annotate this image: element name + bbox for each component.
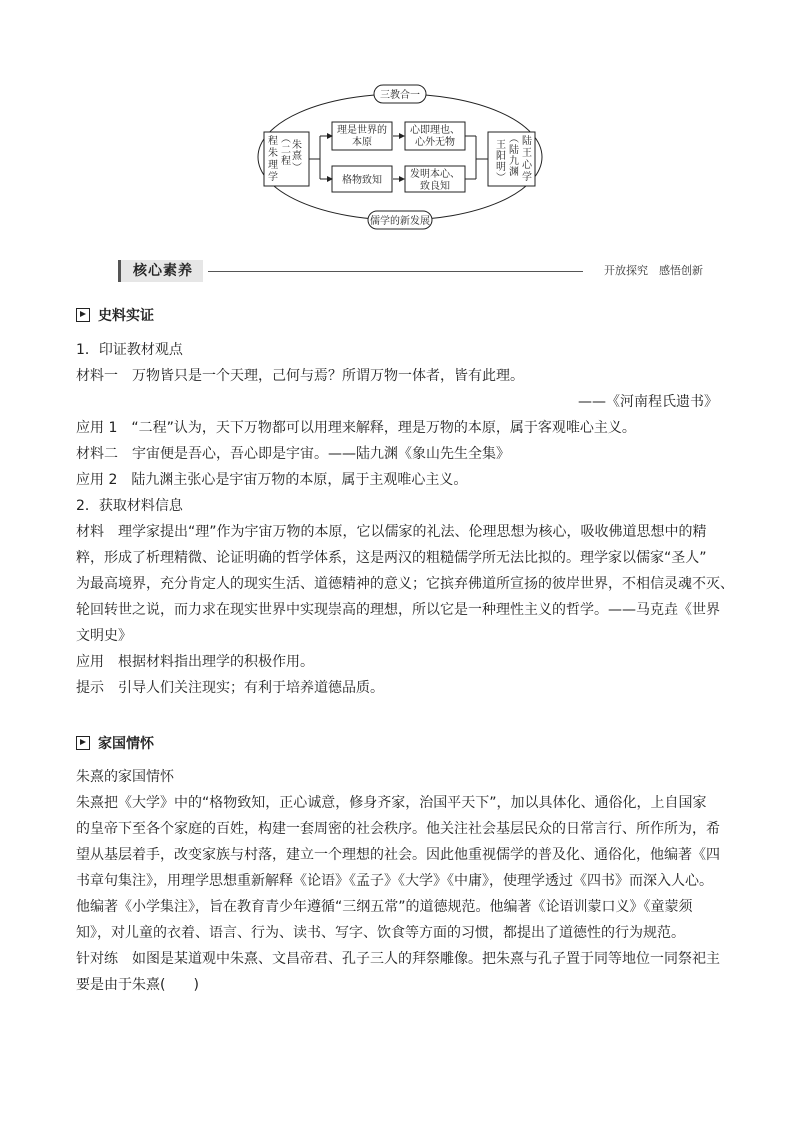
material-2: 材料二 宇宙便是吾心，吾心即是宇宙。——陆九渊《象山先生全集》 xyxy=(76,446,510,462)
right-main-1: 王 xyxy=(522,148,532,159)
material-1: 材料一 万物皆只是一个天理，己何与焉？所谓万物一体者，皆有此理。 xyxy=(76,368,524,384)
left-sub-4: 熹 xyxy=(292,151,302,162)
paragraph-line: 他编著《小学集注》，旨在教育青少年遵循“三纲五常”的道德规范。他编著《论语训蒙口义》《童蒙须 xyxy=(76,899,693,915)
box-li-origin-line2: 本原 xyxy=(352,137,372,148)
application-1: 应用 1 “二程”认为，天下万物都可以用理来解释，理是万物的本原，属于客观唯心主义。 xyxy=(76,420,636,436)
left-sub-5: ︶ xyxy=(292,163,302,174)
left-sub-1: 二 xyxy=(281,145,291,156)
material-3-line: 材料 理学家提出“理”作为宇宙万物的本原，它以儒家的礼法、伦理思想为核心，吸收佛道思想中的精 xyxy=(76,524,707,540)
paragraph-line: 知》，对儿童的衣着、语言、行为、读书、写字、饮食等方面的习惯，都提出了道德性的行为规范。 xyxy=(76,925,685,941)
right-main-3: 学 xyxy=(522,172,532,183)
bottom-label: 儒学的新发展 xyxy=(370,216,430,227)
top-label: 三教合一 xyxy=(380,90,420,101)
exercise-line: 要是由于朱熹( ) xyxy=(76,977,199,993)
play-box-icon xyxy=(76,308,90,322)
box-xin-li-line2: 心外无物 xyxy=(415,137,455,148)
box-li-origin-line1: 理是世界的 xyxy=(337,125,387,136)
subheading: 1．印证教材观点 xyxy=(76,342,183,358)
right-sub-6: 明 xyxy=(496,162,506,173)
section-title: 家国情怀 xyxy=(98,736,154,752)
left-sub-0: ︵ xyxy=(281,134,291,145)
right-sub-5: 阳 xyxy=(496,151,506,162)
section2-body xyxy=(76,764,718,998)
concept-diagram-svg xyxy=(250,78,550,238)
right-sub-7: ︶ xyxy=(496,173,506,184)
material-3-line: 轮回转世之说，而力求在现实世界中实现崇高的理想，所以它是一种理性主义的哲学。——马克垚《世界 xyxy=(76,602,720,618)
subheading: 朱熹的家国情怀 xyxy=(76,769,174,785)
left-main-2: 理 xyxy=(268,160,278,171)
left-sub-2: 程 xyxy=(281,156,291,167)
core-section-title: 核心素养 xyxy=(118,260,203,282)
right-sub-2: 九 xyxy=(509,156,519,167)
right-sub-4: 王 xyxy=(496,140,506,151)
section-heading-patriotism xyxy=(76,733,154,753)
paragraph-line: 的皇帝下至各个家庭的百姓，构建一套周密的社会秩序。他关注社会基层民众的日常言行、所作所为，希 xyxy=(76,821,720,837)
section-heading-evidence xyxy=(76,305,154,325)
application-2: 应用 2 陆九渊主张心是宇宙万物的本原，属于主观唯心主义。 xyxy=(76,472,468,488)
play-box-icon xyxy=(76,736,90,750)
box-liangzhi-line2: 致良知 xyxy=(420,181,450,192)
material-3-line: 粹，形成了析理精微、论证明确的哲学体系，这是两汉的粗糙儒学所无法比拟的。理学家以儒家“圣人” xyxy=(76,550,707,566)
concept-diagram xyxy=(250,78,550,238)
box-gewu-text: 格物致知 xyxy=(342,175,382,186)
right-main-0: 陆 xyxy=(522,136,532,147)
material-3-line: 文明史》 xyxy=(76,628,132,644)
right-sub-3: 渊 xyxy=(509,167,519,178)
right-sub-0: ︵ xyxy=(509,134,519,145)
material-1-source: ——《河南程氏遗书》 xyxy=(578,394,718,410)
subheading: 2．获取材料信息 xyxy=(76,498,183,514)
paragraph-line: 望从基层着手，改变家族与村落，建立一个理想的社会。因此他重视儒学的普及化、通俗化，他编著《四 xyxy=(76,847,720,863)
core-section-bar xyxy=(118,260,703,282)
material-3-line: 为最高境界，充分肯定人的现实生活、道德精神的意义；它摈弃佛道所宣扬的彼岸世界，不相信灵魂不灭、 xyxy=(76,576,734,592)
box-xin-li-line1: 心即理也、 xyxy=(410,125,460,136)
paragraph-line: 书章句集注》，用理学思想重新解释《论语》《孟子》《大学》《中庸》，使理学透过《四书》而深入人心。 xyxy=(76,873,713,889)
left-main-3: 学 xyxy=(268,172,278,183)
left-main-0: 程 xyxy=(268,136,278,147)
core-section-subtitle: 开放探究 感悟创新 xyxy=(604,264,703,277)
section1-body xyxy=(76,337,734,701)
paragraph-line: 朱熹把《大学》中的“格物致知，正心诚意，修身齐家，治国平天下”，加以具体化、通俗化，上自国家 xyxy=(76,795,707,811)
exercise-line: 针对练 如图是某道观中朱熹、文昌帝君、孔子三人的拜祭雕像。把朱熹与孔子置于同等地位一同祭祀主 xyxy=(76,951,720,967)
application-3: 应用 根据材料指出理学的积极作用。 xyxy=(76,654,314,670)
left-main-1: 朱 xyxy=(268,148,278,159)
core-section-divider xyxy=(208,271,583,272)
hint: 提示 引导人们关注现实；有利于培养道德品质。 xyxy=(76,680,384,696)
right-sub-1: 陆 xyxy=(509,145,519,156)
left-sub-3: 朱 xyxy=(292,140,302,151)
section-title: 史料实证 xyxy=(98,308,154,324)
right-main-2: 心 xyxy=(522,160,532,171)
box-liangzhi-line1: 发明本心、 xyxy=(410,169,460,180)
